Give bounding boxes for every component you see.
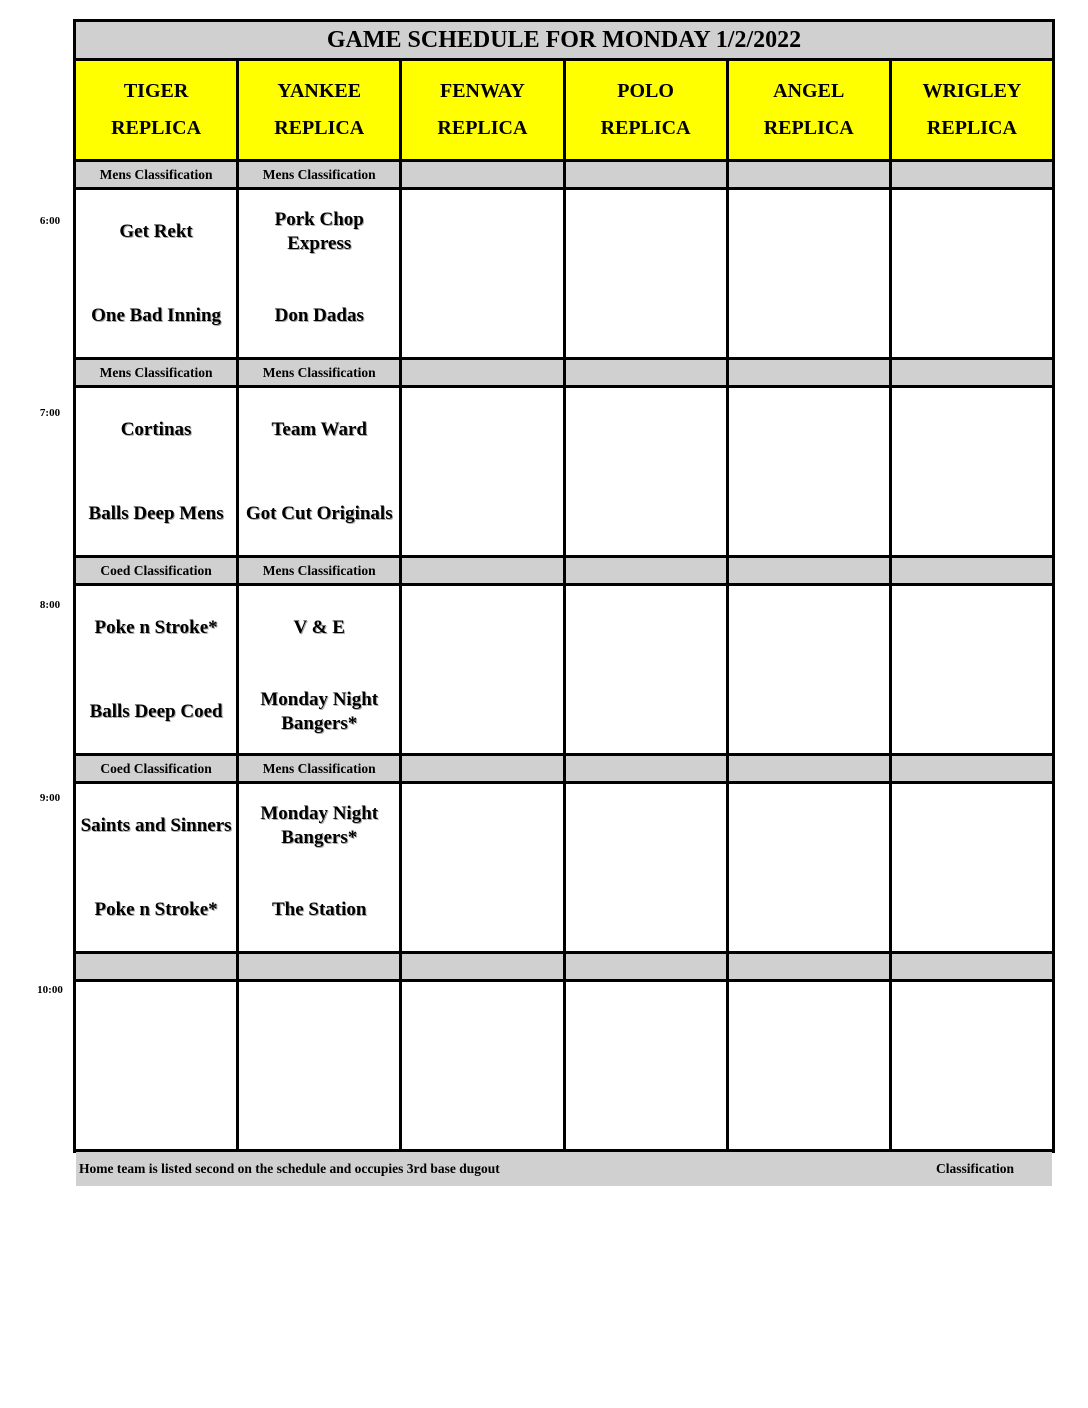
field-name: FENWAY (439, 80, 525, 102)
home-team (566, 484, 726, 544)
field-header-wrigley (892, 61, 1052, 159)
home-team: Monday Night Bangers* (260, 689, 379, 734)
home-team (566, 286, 726, 346)
classification-label (892, 954, 1052, 979)
classification-label (402, 558, 562, 583)
time-label: 10:00 (37, 984, 63, 996)
away-team (402, 202, 562, 262)
game-cell (566, 982, 726, 1149)
away-team (892, 202, 1052, 262)
field-name: YANKEE (277, 80, 362, 102)
game-cell (729, 784, 889, 951)
game-cell (239, 190, 399, 357)
game-cell (729, 388, 889, 555)
away-team (892, 796, 1052, 856)
field-header-angel (729, 61, 889, 159)
away-team (402, 400, 562, 460)
classification-label (566, 756, 726, 781)
home-team (892, 880, 1052, 940)
away-team (566, 796, 726, 856)
game-cell (566, 586, 726, 753)
away-team: Get Rekt (119, 221, 193, 242)
classification-label (729, 954, 889, 979)
away-team (892, 994, 1052, 1054)
game-cell (729, 982, 889, 1149)
away-team (239, 994, 399, 1054)
away-team (892, 598, 1052, 658)
home-team (402, 484, 562, 544)
away-team (402, 796, 562, 856)
classification-label (566, 360, 726, 385)
time-label: 9:00 (39, 792, 61, 804)
home-team: Balls Deep Mens (88, 503, 224, 524)
home-team (892, 286, 1052, 346)
game-cell (239, 784, 399, 951)
away-team (566, 202, 726, 262)
field-subtitle: REPLICA (437, 117, 528, 139)
game-cell (892, 784, 1052, 951)
game-cell (76, 784, 236, 951)
home-team (892, 682, 1052, 742)
field-name: POLO (617, 80, 674, 102)
game-cell (76, 586, 236, 753)
classification-label: Mens Classification (239, 558, 399, 583)
classification-label: Mens Classification (239, 756, 399, 781)
game-cell (402, 388, 562, 555)
classification-label (729, 756, 889, 781)
away-team (729, 598, 889, 658)
away-team: Cortinas (120, 419, 192, 440)
schedule-grid (73, 19, 1055, 1176)
game-cell (76, 190, 236, 357)
field-subtitle: REPLICA (926, 117, 1017, 139)
classification-label (892, 558, 1052, 583)
home-team (892, 1078, 1052, 1138)
game-cell (566, 784, 726, 951)
away-team: Team Ward (271, 419, 368, 440)
away-team: V & E (293, 617, 345, 638)
home-team (729, 1078, 889, 1138)
home-team (402, 682, 562, 742)
time-label: 6:00 (39, 215, 61, 227)
classification-label: Mens Classification (239, 162, 399, 187)
away-team (76, 994, 236, 1054)
game-cell (402, 982, 562, 1149)
classification-label (892, 162, 1052, 187)
classification-label (402, 954, 562, 979)
classification-label (892, 756, 1052, 781)
away-team (892, 400, 1052, 460)
time-label: 7:00 (39, 407, 61, 419)
classification-label (729, 162, 889, 187)
field-name: TIGER (123, 80, 189, 102)
home-team: Got Cut Originals (245, 503, 393, 524)
field-subtitle: REPLICA (763, 117, 854, 139)
classification-label: Mens Classification (76, 360, 236, 385)
field-header-fenway (402, 61, 562, 159)
away-team: Poke n Stroke* (94, 617, 218, 638)
classification-label (892, 360, 1052, 385)
away-team: Pork Chop Express (274, 209, 364, 254)
home-team (402, 286, 562, 346)
home-team (76, 1078, 236, 1138)
footer-bar (76, 1152, 1052, 1186)
field-subtitle: REPLICA (274, 117, 365, 139)
away-team (402, 598, 562, 658)
classification-label: Coed Classification (76, 558, 236, 583)
classification-label (729, 360, 889, 385)
field-name: WRIGLEY (922, 80, 1022, 102)
field-subtitle: REPLICA (111, 117, 202, 139)
game-cell (239, 982, 399, 1149)
game-cell (892, 982, 1052, 1149)
classification-label (566, 558, 726, 583)
game-cell (402, 190, 562, 357)
home-team (729, 880, 889, 940)
game-cell (402, 784, 562, 951)
footer-legend: Classification (935, 1161, 1014, 1176)
game-cell (239, 586, 399, 753)
away-team: Saints and Sinners (80, 815, 232, 836)
classification-label (402, 756, 562, 781)
home-team (729, 286, 889, 346)
classification-label: Mens Classification (239, 360, 399, 385)
field-header-yankee (239, 61, 399, 159)
page-title: GAME SCHEDULE FOR MONDAY 1/2/2022 (76, 22, 1052, 58)
away-team (566, 994, 726, 1054)
time-label: 8:00 (39, 599, 61, 611)
home-team (729, 682, 889, 742)
home-team (566, 1078, 726, 1138)
field-header-tiger (76, 61, 236, 159)
game-cell (892, 190, 1052, 357)
game-cell (566, 388, 726, 555)
field-header-polo (566, 61, 726, 159)
home-team (566, 682, 726, 742)
game-cell (729, 190, 889, 357)
classification-label (76, 954, 236, 979)
away-team (729, 796, 889, 856)
field-name: ANGEL (773, 80, 845, 102)
home-team: Don Dadas (274, 305, 364, 326)
away-team: Monday Night Bangers* (260, 803, 379, 848)
game-cell (402, 586, 562, 753)
home-team (402, 1078, 562, 1138)
home-team: Balls Deep Coed (89, 701, 223, 722)
classification-label (566, 162, 726, 187)
away-team (566, 598, 726, 658)
away-team (729, 994, 889, 1054)
classification-label: Mens Classification (76, 162, 236, 187)
classification-label: Coed Classification (76, 756, 236, 781)
game-cell (729, 586, 889, 753)
home-team (729, 484, 889, 544)
footer-note: Home team is listed second on the schedule and occupies 3rd base dugout (79, 1161, 500, 1176)
home-team: The Station (271, 899, 367, 920)
classification-label (239, 954, 399, 979)
away-team (566, 400, 726, 460)
classification-label (566, 954, 726, 979)
game-cell (76, 982, 236, 1149)
home-team (239, 1078, 399, 1138)
away-team (729, 202, 889, 262)
home-team (402, 880, 562, 940)
away-team (402, 994, 562, 1054)
game-cell (892, 388, 1052, 555)
home-team: Poke n Stroke* (94, 899, 218, 920)
field-subtitle: REPLICA (600, 117, 691, 139)
home-team (566, 880, 726, 940)
game-cell (566, 190, 726, 357)
game-cell (892, 586, 1052, 753)
away-team (729, 400, 889, 460)
home-team: One Bad Inning (91, 305, 222, 326)
game-cell (76, 388, 236, 555)
classification-label (729, 558, 889, 583)
classification-label (402, 360, 562, 385)
game-cell (239, 388, 399, 555)
classification-label (402, 162, 562, 187)
home-team (892, 484, 1052, 544)
